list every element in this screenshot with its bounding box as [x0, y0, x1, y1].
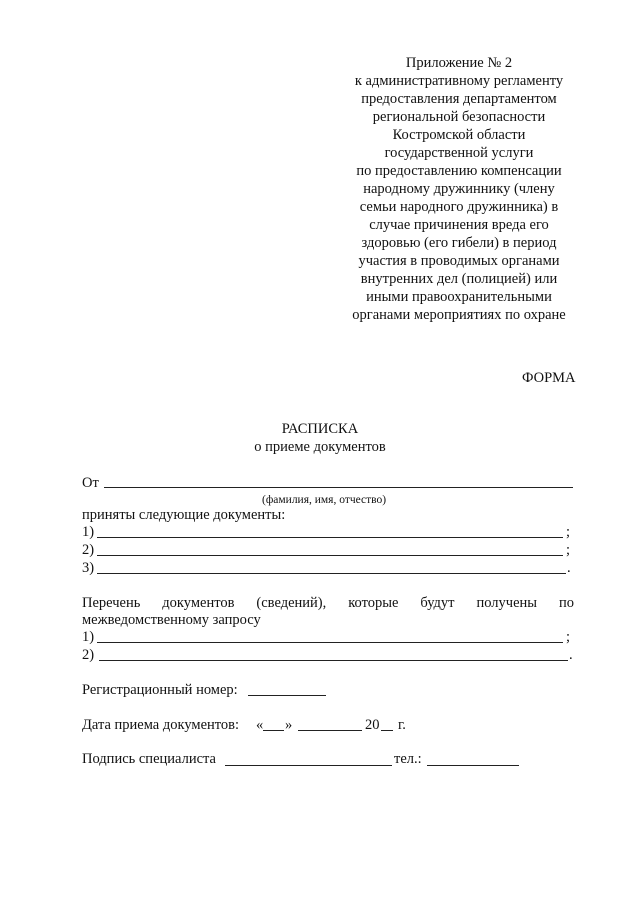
appendix-line: Костромской области: [392, 127, 526, 143]
interagency-item-end: .: [569, 647, 573, 663]
accepted-item-number: 3): [82, 560, 95, 576]
date-century: 20: [365, 717, 380, 733]
appendix-line: органами мероприятиях по охране: [352, 307, 566, 323]
date-year-field[interactable]: [381, 730, 393, 731]
from-name-line[interactable]: [104, 487, 573, 488]
interagency-item-number: 1): [82, 629, 95, 645]
date-day-field[interactable]: [263, 730, 284, 731]
appendix-title: Приложение № 2: [405, 55, 513, 71]
phone-label: тел.:: [394, 751, 422, 767]
document-subtitle: о приеме документов: [254, 439, 386, 455]
interagency-heading-line1: Перечень документов (сведений), которые будут получены по: [82, 595, 574, 611]
appendix-line: к административному регламенту: [354, 73, 564, 89]
appendix-line: семьи народного дружинника) в: [359, 199, 559, 215]
appendix-line: участия в проводимых органами: [358, 253, 560, 269]
interagency-item-line[interactable]: [97, 642, 563, 643]
appendix-line: народному дружиннику (члену: [363, 181, 555, 197]
reg-number-label: Регистрационный номер:: [82, 682, 238, 698]
accepted-item-number: 1): [82, 524, 95, 540]
accepted-item-line[interactable]: [97, 537, 563, 538]
interagency-item-end: ;: [566, 629, 571, 645]
interagency-heading-line2: межведомственному запросу: [82, 612, 261, 628]
appendix-line: региональной безопасности: [372, 109, 546, 125]
interagency-item-line[interactable]: [99, 660, 568, 661]
appendix-line: по предоставлению компенсации: [356, 163, 562, 179]
accepted-item-end: ;: [566, 542, 571, 558]
appendix-line: здоровью (его гибели) в период: [361, 235, 557, 251]
date-quote-close: »: [285, 717, 293, 733]
phone-field[interactable]: [427, 765, 519, 766]
accepted-item-end: ;: [566, 524, 571, 540]
date-quote-open: «: [256, 717, 264, 733]
accepted-item-line[interactable]: [97, 555, 563, 556]
appendix-line: предоставления департаментом: [361, 91, 557, 107]
appendix-header: [330, 54, 588, 324]
signature-label: Подпись специалиста: [82, 751, 216, 767]
fio-caption: (фамилия, имя, отчество): [262, 494, 387, 506]
appendix-line: внутренних дел (полицией) или: [360, 271, 558, 287]
date-year-suffix: г.: [398, 717, 406, 733]
accepted-item-end: .: [567, 560, 571, 576]
date-label: Дата приема документов:: [82, 717, 240, 733]
document-title: РАСПИСКА: [281, 421, 359, 437]
accepted-item-number: 2): [82, 542, 95, 558]
accepted-item-line[interactable]: [97, 573, 566, 574]
form-label: ФОРМА: [522, 370, 576, 386]
appendix-line: государственной услуги: [384, 145, 534, 161]
date-month-field[interactable]: [298, 730, 362, 731]
appendix-line: иными правоохранительными: [366, 289, 552, 305]
accepted-heading: приняты следующие документы:: [82, 507, 286, 523]
signature-field[interactable]: [225, 765, 392, 766]
reg-number-field[interactable]: [248, 695, 326, 696]
interagency-item-number: 2): [82, 647, 95, 663]
from-label: От: [82, 475, 99, 491]
appendix-line: случае причинения вреда его: [369, 217, 549, 233]
